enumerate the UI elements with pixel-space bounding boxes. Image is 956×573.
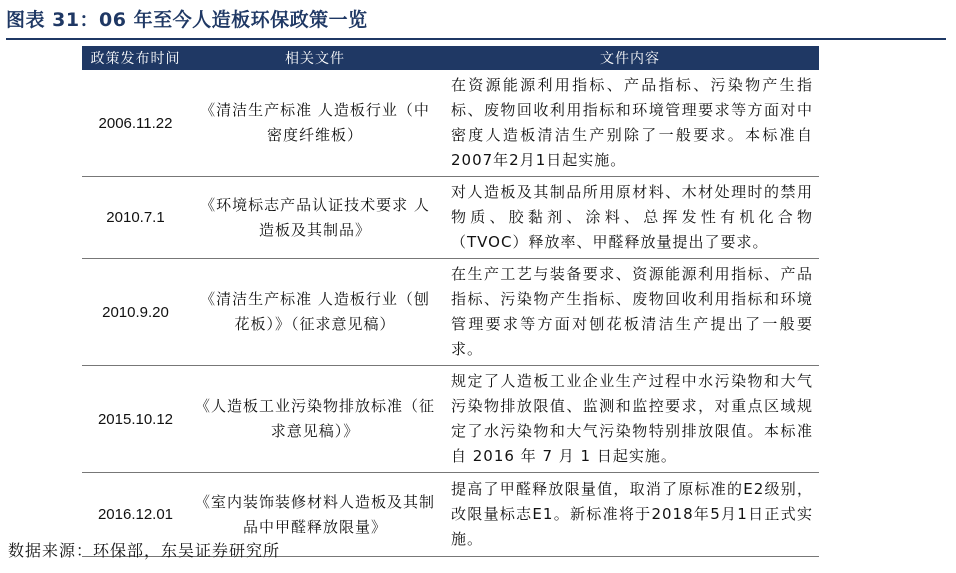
cell-content: 规定了人造板工业企业生产过程中水污染物和大气污染物排放限值、监测和监控要求，对重点区域规定了水污染物和大气污染物特别排放限值。本标准自 2016 年 7 月 1 日起实施。 (441, 366, 819, 473)
table-row (82, 70, 819, 177)
table-header-row (82, 46, 819, 70)
cell-date: 2010.9.20 (82, 259, 189, 366)
cell-document: 《清洁生产标准 人造板行业（中密度纤维板） (189, 70, 441, 177)
cell-date: 2015.10.12 (82, 366, 189, 473)
column-header-content: 文件内容 (441, 46, 819, 70)
cell-document: 《室内装饰装修材料人造板及其制品中甲醛释放限量》 (189, 473, 441, 557)
cell-document: 《人造板工业污染物排放标准（征求意见稿）》 (189, 366, 441, 473)
cell-date: 2010.7.1 (82, 177, 189, 259)
data-source-note: 数据来源：环保部，东吴证券研究所 (8, 541, 281, 560)
column-header-date: 政策发布时间 (82, 46, 189, 70)
table-row (82, 366, 819, 473)
cell-content: 在资源能源利用指标、产品指标、污染物产生指标、废物回收利用指标和环境管理要求等方面对中密度人造板清洁生产别除了一般要求。本标准自2007年2月1日起实施。 (441, 70, 819, 177)
title-divider (6, 38, 946, 40)
figure-title: 图表 31：06 年至今人造板环保政策一览 (6, 9, 368, 31)
cell-content: 提高了甲醛释放限量值，取消了原标准的E2级别，改限量标志E1。新标准将于2018年5月1日正式实施。 (441, 473, 819, 557)
cell-document: 《环境标志产品认证技术要求 人造板及其制品》 (189, 177, 441, 259)
table-row (82, 259, 819, 366)
cell-content: 在生产工艺与装备要求、资源能源利用指标、产品指标、污染物产生指标、废物回收利用指标和环境管理要求等方面对刨花板清洁生产提出了一般要求。 (441, 259, 819, 366)
cell-content: 对人造板及其制品所用原材料、木材处理时的禁用物质、胶黏剂、涂料、总挥发性有机化合物（TVOC）释放率、甲醛释放量提出了要求。 (441, 177, 819, 259)
column-header-document: 相关文件 (189, 46, 441, 70)
cell-document: 《清洁生产标准 人造板行业（刨花板）》（征求意见稿） (189, 259, 441, 366)
cell-date: 2006.11.22 (82, 70, 189, 177)
table-row (82, 177, 819, 259)
cell-date: 2016.12.01 (82, 473, 189, 557)
policy-table (82, 46, 819, 557)
